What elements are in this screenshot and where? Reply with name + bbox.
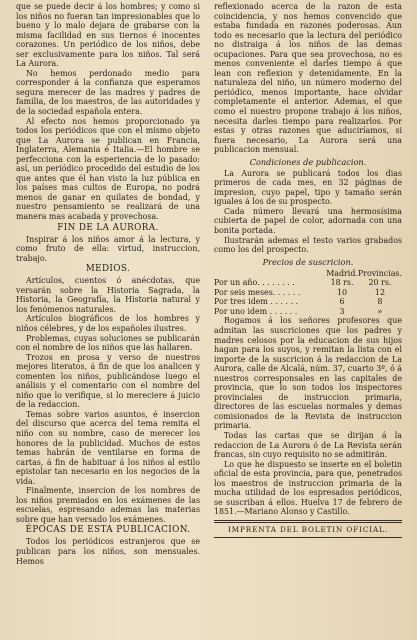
table-row bbox=[214, 297, 402, 307]
paragraph: Al efecto nos hemos proporcionado ya todos los periódicos que con el mismo objeto que La Aurora se publican en Francia, Inglaterra, Alemania é Italia.—El hombre se perfecciona con la esperiencia de lo pasado: así, un periódico procedido del estudio de los que antes que él han visto la luz pública en los países mas cultos de Europa, no podrá menos de ganar en quilates de bondad, y nuestro pensamiento se realizará de una manera mas acabada y provechosa. bbox=[16, 116, 200, 222]
price-madrid: 10 bbox=[337, 287, 348, 297]
paragraph: Rogamos á los señores profesores que admitan las suscriciones que los padres y madres celosos por la educacion de sus hijos hagan para los suyos, y remitan la lista con el importe de la suscricion á la redaccion de La Aurora, calle de Alcalá, núm. 37, cuarto 3º, ó á nuestros corresponsales en las capitales de provincia, que lo son todos los inspectores provinciales de instruccion primaria, directores de las escuelas normales y demas comisionados de la Revista de instruccion primaria. bbox=[214, 316, 402, 431]
paragraph: que se puede decir á los hombres; y como si los niños no fueran tan impresionables que lo bueno y lo malo dejara de grabarse con la misma facilidad en sus tiernos é inocentes corazones. Un periódico de los niños, debe ser exclusivamente para los niños. Tal será La Aurora. bbox=[16, 2, 200, 69]
price-label: Por tres idem . . . . . . bbox=[214, 297, 299, 307]
section-heading-precios: Precios de suscricion. bbox=[262, 256, 354, 267]
paragraph: Ilustrarán ademas el testo varios grabados como los del prospecto. bbox=[214, 235, 402, 255]
section-heading-epocas: ÉPOCAS DE ESTA PUBLICACION. bbox=[25, 525, 191, 536]
paragraph: Inspirar á los niños amor á la lectura, y como fruto de ella: virtud, instruccion, trabajo. bbox=[16, 234, 200, 263]
price-madrid: 18 rs. bbox=[330, 278, 354, 288]
paragraph: Artículos biográficos de los hombres y niños célebres, y de los españoles ilustres. bbox=[16, 314, 200, 333]
section-heading-medios: MEDIOS. bbox=[85, 264, 131, 275]
price-provincias: 12 bbox=[374, 287, 385, 297]
column-header-madrid: Madrid. bbox=[326, 268, 358, 278]
price-provincias: » bbox=[377, 306, 383, 316]
table-row bbox=[214, 307, 402, 317]
imprint-line: IMPRENTA DEL BOLETIN OFICIAL. bbox=[228, 524, 388, 534]
right-column bbox=[214, 2, 402, 636]
left-column bbox=[16, 2, 200, 636]
paragraph: Finalmente, insercion de los nombres de los niños premiados en los exámenes de las escuelas, espresando ademas las materias sobre que han versado los exámenes. bbox=[16, 486, 200, 524]
section-heading-fin: FIN DE LA AURORA. bbox=[57, 222, 159, 233]
price-label: Por uno idem . . . . . . bbox=[214, 306, 298, 316]
paragraph: Artículos, cuentos ó anécdotas, que versarán sobre la Historia Sagrada, la Historia, la Geografía, la Historia natural y los fenómenos naturales. bbox=[16, 276, 200, 314]
price-label: Por un año. . . . . . . . bbox=[214, 278, 295, 288]
paragraph: reflexionado acerca de la razon de esta coincidencia, y nos hemos convencido que estaba fundada en razones poderosas. Aun todo es necesario que la lectura del periódico no distraiga á los niños de las demas ocupaciones. Para que sea provechosa, no es menos conveniente el darles tiempo á que lean con reflexion y detenidamente. En la naturaleza del niño, un número moderno del periódico, menos importante, hace olvidar completamente el anterior. Ademas, el que como el nuestro propone trabajo á los niños, necesita darles tiempo para realizarlos. Por estas y otras razones que aduciríamos, si fuera necesario, La Aurora será una publicacion mensual. bbox=[214, 2, 402, 155]
price-table-header bbox=[214, 269, 402, 279]
section-heading-condiciones: Condiciones de publicacion. bbox=[249, 156, 367, 167]
paragraph: La Aurora se publicará todos los dias primeros de cada mes, en 32 páginas de impresion, cuyo papel, tipo y tamaño serán iguales á los de su prospecto. bbox=[214, 168, 402, 207]
price-table bbox=[214, 269, 402, 317]
paragraph: Todas las cartas que se dirijan á la redaccion de La Aurora ó de La Revista serán francas, sin cuyo requisito no se admitirán. bbox=[214, 430, 402, 460]
paragraph: Lo que he dispuesto se inserte en el boletin oficial de esta provincia, para que, penetrados los maestros de instruccion primaria de la mucha utilidad de los espresados periódicos, se suscriban á ellos. Huelva 17 de febrero de 1851.—Mariano Alonso y Castillo. bbox=[214, 459, 402, 517]
price-provincias: 8 bbox=[377, 297, 383, 307]
column-header-provincias: Provincias. bbox=[357, 268, 402, 278]
paragraph: Problemas, cuyas soluciones se publicarán con el nombre de los niños que las hallaren. bbox=[16, 333, 200, 353]
divider bbox=[214, 537, 402, 538]
paragraph: Cada número llevará una hermosísima cubierta de papel de color, adornada con una bonita portada. bbox=[214, 206, 402, 236]
paragraph: Trozos en prosa y verso de nuestros mejores literatos, á fin de que los analicen y comenten los niños, publicándose luego el análisis y el comentario con el nombre del niño que lo verifique, si lo mereciere á juicio de la redaccion. bbox=[16, 352, 200, 410]
price-madrid: 6 bbox=[339, 297, 345, 307]
table-row bbox=[214, 288, 402, 298]
price-madrid: 3 bbox=[339, 306, 345, 316]
paragraph: No hemos perdonado medio para corresponder á la confianza que esperamos segura merecer de las madres y padres de familia, de los maestros, de las autoridades y de la sociedad española entera. bbox=[16, 68, 200, 117]
paragraph: Temas sobre varios asuntos, é insercion del discurso que acerca del tema remita el niño con su nombre, caso de merecer los honores de la publicidad. Muchos de estos temas habrán de ventilarse en forma de cartas, á fin de habituar á los niños al estilo epistolar tan necesario en los negocios de la vida. bbox=[16, 409, 200, 486]
divider bbox=[214, 520, 402, 523]
price-label: Por seis meses. . . . . . bbox=[214, 287, 301, 297]
price-provincias: 20 rs. bbox=[368, 278, 392, 288]
paragraph: Todos los periódicos estranjeros que se publican para los niños, son mensuales. Hemos bbox=[16, 537, 200, 566]
table-row bbox=[214, 278, 402, 288]
